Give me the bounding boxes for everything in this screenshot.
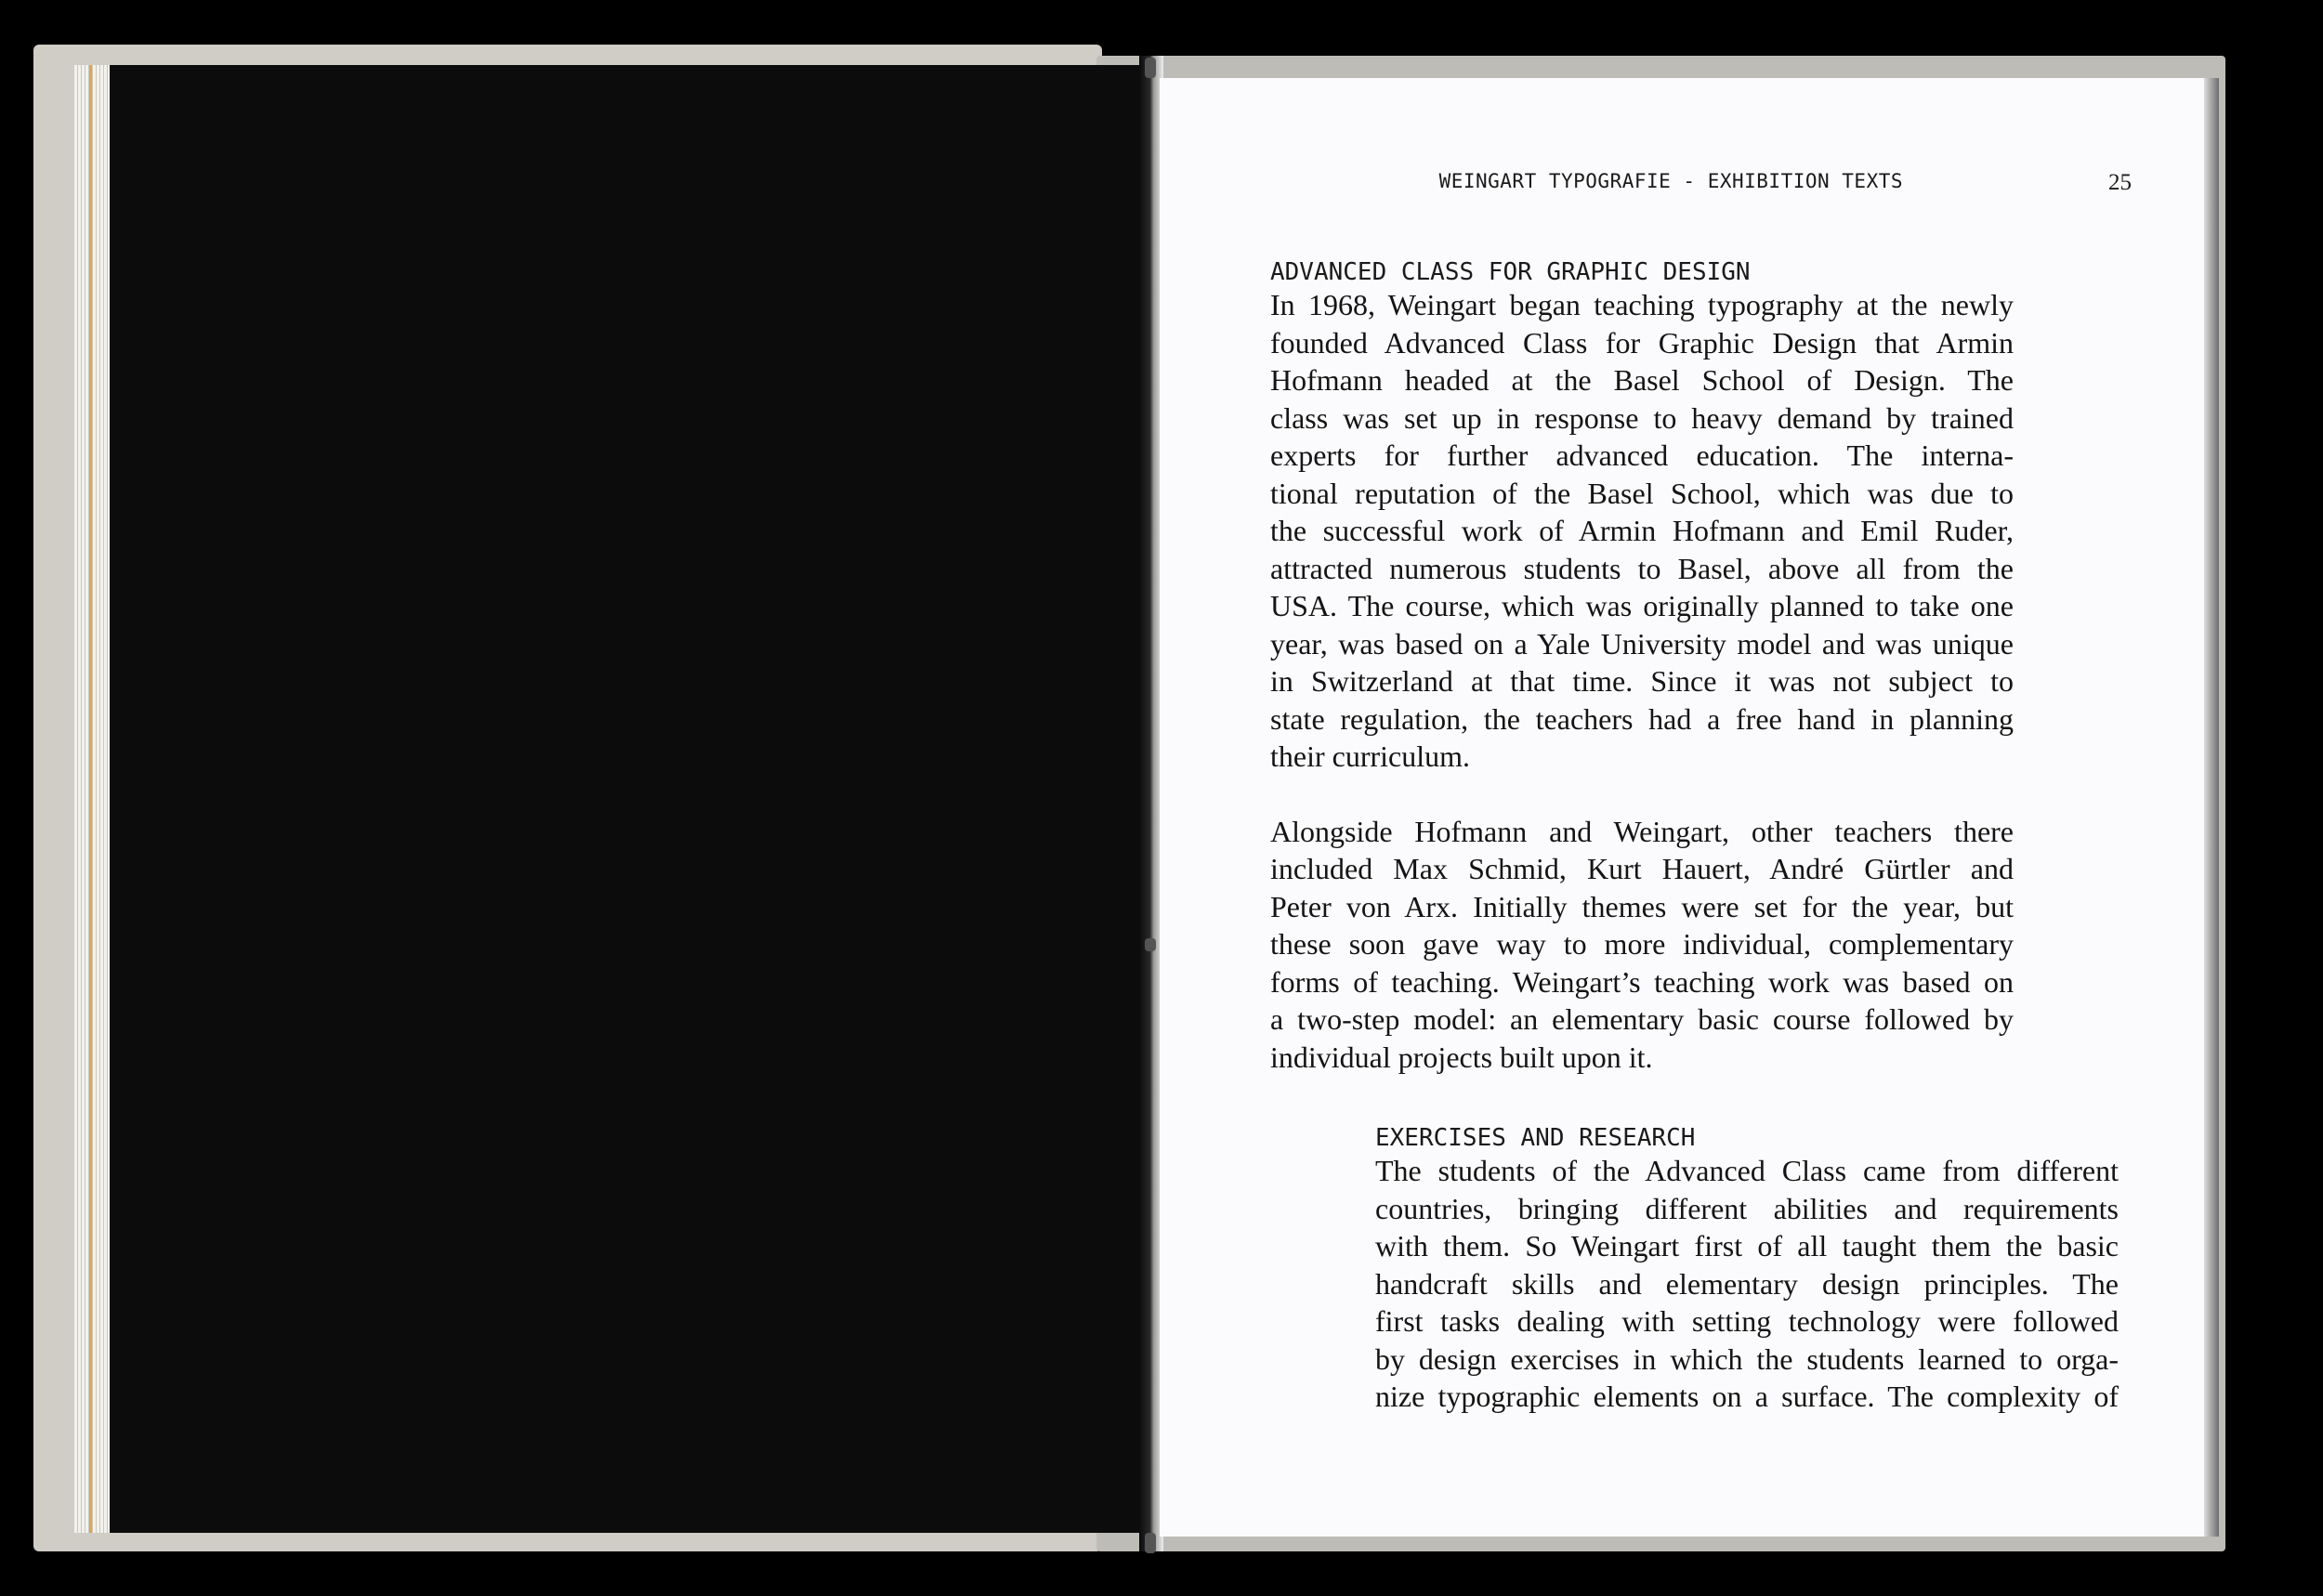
- paragraph: [1375, 1152, 2119, 1416]
- binding-stitch: [1145, 58, 1156, 78]
- binding-stitch: [1145, 1533, 1156, 1553]
- text-line: included Max Schmid, Kurt Hauert, André Gürtler and: [1270, 852, 2014, 885]
- section-exercises-research: [1375, 1124, 2119, 1416]
- text-line: forms of teaching. Weingart’s teaching work was based on: [1270, 964, 2014, 999]
- text-line: state regulation, the teachers had a free hand in planning: [1270, 701, 2014, 736]
- section-heading: ADVANCED CLASS FOR GRAPHIC DESIGN: [1270, 258, 1751, 286]
- text-line: Hofmann headed at the Basel School of Design. The: [1270, 363, 2014, 397]
- text-line: founded Advanced Class for Graphic Design that Armin: [1270, 325, 2014, 360]
- right-page-edge: [2204, 78, 2219, 1537]
- page-number: 25: [2108, 170, 2132, 195]
- text-line: with them. So Weingart first of all taught them the basic: [1375, 1229, 2119, 1262]
- text-line: handcraft skills and elementary design principles. The: [1375, 1266, 2119, 1301]
- text-line: USA. The course, which was originally planned to take one: [1270, 589, 2014, 622]
- text-line: Alongside Hofmann and Weingart, other teachers there: [1270, 814, 2014, 848]
- text-line: year, was based on a Yale University model and was unique: [1270, 626, 2014, 661]
- text-line: attracted numerous students to Basel, above all from the: [1270, 551, 2014, 585]
- text-line: individual projects built upon it.: [1270, 1040, 1653, 1074]
- text-line: in Switzerland at that time. Since it was not subject to: [1270, 664, 2014, 698]
- left-page-black: [110, 65, 1150, 1533]
- section-heading: EXERCISES AND RESEARCH: [1375, 1124, 1696, 1152]
- text-line: tional reputation of the Basel School, which was due to: [1270, 476, 2014, 510]
- text-line: nize typographic elements on a surface. The complexity of: [1375, 1380, 2119, 1413]
- text-line: their curriculum.: [1270, 739, 1471, 773]
- text-line: Peter von Arx. Initially themes were set for the year, but: [1270, 889, 2014, 923]
- text-line: first tasks dealing with setting technology were followed: [1375, 1304, 2119, 1338]
- text-line: these soon gave way to more individual, complementary: [1270, 927, 2014, 961]
- page-edges: [74, 65, 112, 1533]
- text-line: by design exercises in which the students learned to orga-: [1375, 1341, 2119, 1376]
- paragraph: [1270, 813, 2014, 1077]
- text-line: the successful work of Armin Hofmann and Emil Ruder,: [1270, 514, 2014, 547]
- text-line: The students of the Advanced Class came from different: [1375, 1154, 2119, 1187]
- section-advanced-class: [1270, 258, 2014, 1076]
- paragraph: [1270, 286, 2014, 776]
- binding-stitch: [1145, 938, 1156, 951]
- running-header: WEINGART TYPOGRAFIE - EXHIBITION TEXTS: [1438, 170, 1903, 192]
- text-line: experts for further advanced education. The interna-: [1270, 438, 2014, 472]
- text-line: In 1968, Weingart began teaching typography at the newly: [1270, 288, 2014, 321]
- text-line: a two-step model: an elementary basic course followed by: [1270, 1002, 2014, 1036]
- text-line: countries, bringing different abilities and requirements: [1375, 1191, 2119, 1225]
- text-line: class was set up in response to heavy demand by trained: [1270, 400, 2014, 435]
- page-edge-accent: [89, 65, 92, 1533]
